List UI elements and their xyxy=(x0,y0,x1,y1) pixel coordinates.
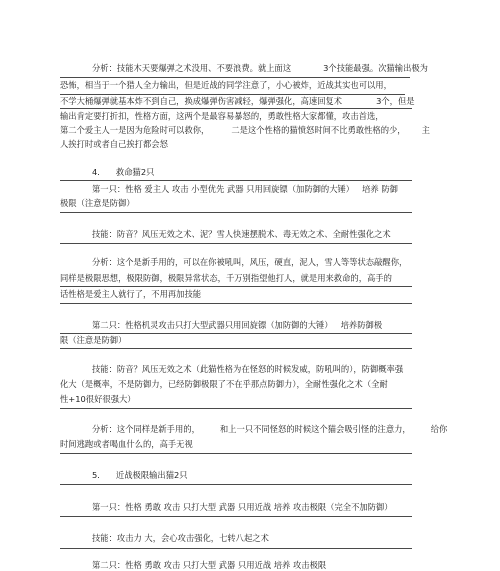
s4-cat2-line1 xyxy=(92,320,382,331)
underline-14 xyxy=(60,516,412,517)
p1-line5-c: 主 xyxy=(421,125,430,135)
underline-4 xyxy=(60,180,412,181)
underline-11 xyxy=(60,408,412,409)
underline-12 xyxy=(60,453,412,454)
p1-line4: 输出肯定要打折扣，性格方面，这两个是最容易暴怒的，勇敢性格大家都懂，攻击首选， xyxy=(60,111,384,121)
s4-analysis1-line1: 分析：这个是新手用的，可以在你被吼叫，风压，硬直，泥人，雪人等等状态敲醒你， xyxy=(92,257,408,267)
p1-line5-b: 二是这个性格的猫愤怒时间不比勇敢性格的少， xyxy=(231,125,406,135)
underline-8 xyxy=(60,303,412,304)
underline-5 xyxy=(60,212,412,213)
p1-line6: 人挨打时或者自己挨打都会怒 xyxy=(60,139,168,149)
s4-cat2-skills-line2: 化大（是概率，不是防御力，已经防御极限了不在乎那点防御力），全耐性强化之术（全耐 xyxy=(60,379,388,389)
s4-cat2-line2: 限（注意是防御） xyxy=(60,335,127,345)
s4-analysis2-c: 给你 xyxy=(430,424,448,434)
underline-1 xyxy=(60,77,410,78)
s5-cat1-skills: 技能：攻击力 大，会心攻击强化，七转八起之术 xyxy=(92,533,269,543)
underline-10 xyxy=(60,348,412,349)
underline-2 xyxy=(60,94,405,95)
section-4-number: 4. xyxy=(92,167,100,177)
s4-cat2-skills-line3: 性+10很好很强大） xyxy=(60,394,136,404)
p1-line5 xyxy=(60,125,430,136)
underline-3 xyxy=(60,108,412,109)
s4-analysis2-line1 xyxy=(92,424,447,435)
p1-line3 xyxy=(60,96,415,107)
s4-analysis2-b: 和上一只不同怪怒的时候这个猫会吸引怪的注意力， xyxy=(219,424,411,434)
s4-cat1-line2: 极限（注意是防御） xyxy=(60,198,135,208)
underline-13 xyxy=(60,484,412,485)
p1-line1-b: 3个技能最强。次猫输出极为 xyxy=(323,63,428,73)
p1-line3-b: 3个，但是 xyxy=(376,96,415,106)
s5-cat1-desc: 第一只：性格 勇敢 攻击 只打大型 武器 只用近战 培养 攻击极限（完全不加防御） xyxy=(92,502,393,512)
s4-cat1-train: 培养 防御 xyxy=(362,184,398,194)
s4-cat1-line1 xyxy=(92,184,398,195)
p1-line5-a: 第二个爱主人一是因为危险时可以救你， xyxy=(60,125,210,135)
section-4-heading xyxy=(92,167,154,178)
s4-analysis2-line2: 时间逃跑或者喝血什么的，高手无视 xyxy=(60,439,193,449)
s4-analysis2-a: 分析：这个同样是新手用的， xyxy=(92,424,200,434)
section-4-title: 救命猫2只 xyxy=(115,167,155,177)
s4-cat2-train: 培养防御极 xyxy=(340,320,383,330)
s4-cat1-skills: 技能：防音？风压无效之术、泥？雪人快速摆脱术、毒无效之术、全耐性强化之术 xyxy=(92,229,391,239)
section-5-number: 5. xyxy=(92,470,100,480)
p1-line3-a: 不学大桶爆弹就基本炸不到自己，换成爆弹伤害减轻，爆弹强化，高速回复术 xyxy=(60,96,343,106)
underline-15 xyxy=(60,548,412,549)
underline-6 xyxy=(60,243,412,244)
p1-line1-a: 分析：技能木天要爆弹之术没用、不要浪费。就上面这 xyxy=(92,63,292,73)
s4-analysis1-line2: 同样是极限思想，极限防御，极限异常状态，千万别指望他打人，就是用来救命的，高手的 xyxy=(60,273,392,283)
s4-analysis1-line3: 话性格是爱主人就行了，不用再加技能 xyxy=(60,289,202,299)
underline-7 xyxy=(60,286,412,287)
s4-cat2-skills-line1: 技能：防音？风压无效之术（此猫性格为在怪怒的时候发威，防吼叫的），防御概率强 xyxy=(92,364,404,374)
section-5-heading xyxy=(92,470,188,481)
s5-cat2-partial-line: 第二只：性格 勇敢 攻击 只打大型 武器 只用近战 培养 攻击极限 xyxy=(92,560,327,570)
p1-line2: 恐怖，相当于一个猎人全力输出，但是近战的同学注意了，小心被炸，近战其实也可以用， xyxy=(60,80,392,90)
s4-cat2-desc: 第二只：性格机灵攻击只打大型武器只用回旋镖（加防御的大锤） xyxy=(92,320,333,330)
underline-9 xyxy=(60,333,412,334)
p1-line1 xyxy=(92,63,428,74)
s4-cat1-desc: 第一只：性格 爱主人 攻击 小型优先 武器 只用回旋镖（加防御的大锤） xyxy=(92,184,355,194)
section-5-title: 近战极限输出猫2只 xyxy=(115,470,188,480)
